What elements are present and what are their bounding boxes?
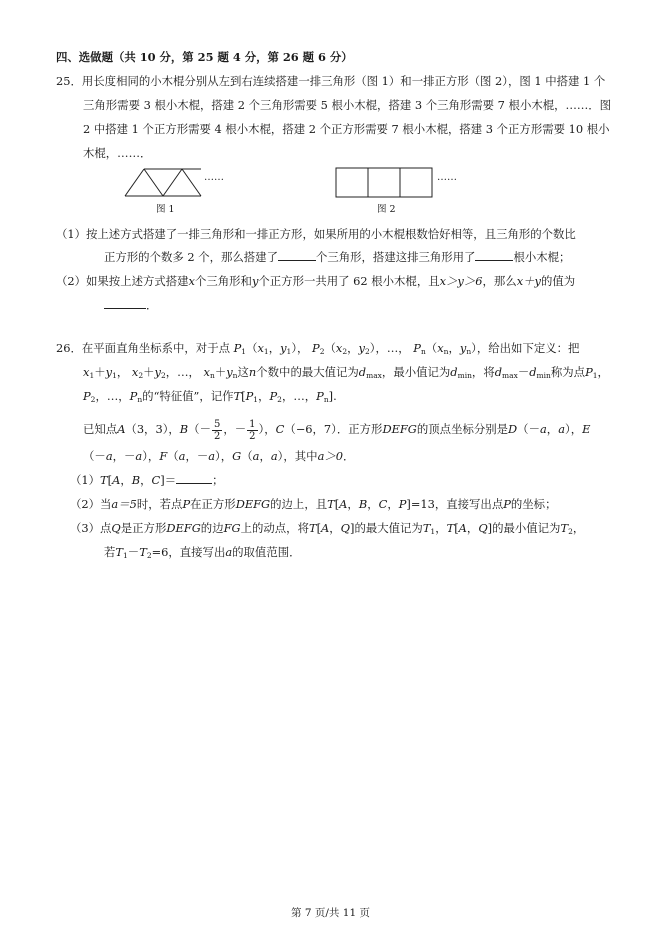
sub-1: 1 (241, 347, 247, 356)
point-P1: P (245, 389, 254, 403)
q25-part2-text-d: ，那么 (482, 274, 517, 288)
point-C: C (378, 497, 388, 511)
q26-line-2 (83, 364, 609, 380)
plus: ＋ (143, 365, 155, 379)
var-T: T (308, 521, 317, 535)
q25-line-2: 三角形需要 3 根小木棍，搭建 2 个三角形需要 5 根小木棍，搭建 3 个三角形需要 7 根小木棍，……．图 (83, 98, 612, 112)
var-d: d (529, 365, 537, 379)
q26-text-2d: ，最小值记为 (381, 365, 451, 379)
minus: － (199, 422, 211, 436)
comma: ， (264, 422, 276, 436)
q25-text-1: 用长度相同的小木棍分别从左到右连续搭建一排三角形（图 1）和一排正方形（图 2），图 1 中搭建 1 个 (81, 74, 606, 88)
ellipsis: … (293, 389, 305, 403)
sub-1: 1 (263, 347, 269, 356)
var-x2: x (335, 341, 343, 355)
paren: （ (83, 449, 95, 463)
sub-n: n (209, 371, 215, 380)
q25-part1-line-2 (104, 249, 570, 265)
point-A: A (321, 521, 330, 535)
q25-part2-text-e: 的值为 (540, 274, 576, 288)
var-y1: y (105, 365, 113, 379)
point-B: B (131, 473, 141, 487)
square-DEFG: DEFG (166, 521, 201, 535)
frac-den: 2 (249, 430, 256, 442)
q26-part3-text-b: 是正方形 (120, 521, 167, 535)
sub-n: n (232, 371, 238, 380)
point-A: A (339, 497, 348, 511)
square-DEFG: DEFG (235, 497, 271, 511)
sub-2: 2 (90, 395, 96, 404)
q26-part2-text-b: 时，若点 (136, 497, 183, 511)
sub-1: 1 (112, 371, 117, 380)
answer-blank-triangles[interactable] (278, 249, 316, 261)
q26-part3-text-f: ]的最小值记为 (487, 521, 561, 535)
comma: ， (118, 389, 130, 403)
comma: ， (268, 341, 281, 355)
q25-part1-line-1: （1）按上述方式搭建了一排三角形和一排正方形，如果所用的小木棍根数恰好相等，且三角形的个数比 (56, 227, 576, 241)
sub-n: n (323, 395, 329, 404)
var-d: d (358, 365, 367, 379)
comma: ， (185, 449, 197, 463)
var-yn: y (226, 365, 233, 379)
q25-part2-line-2 (104, 297, 157, 313)
figure-1-triangles (122, 166, 212, 200)
q25-line-3: 2 中搭建 1 个正方形需要 4 根小木棍，搭建 2 个正方形需要 7 根小木棍，搭建 3 个正方形需要 10 根小 (83, 122, 610, 136)
paren: （ (246, 341, 258, 355)
point-P: P (503, 497, 511, 511)
var-d: d (450, 365, 458, 379)
square-DEFG: DEFG (382, 422, 417, 436)
answer-blank-T-ABC[interactable] (176, 472, 212, 484)
comma: ， (297, 341, 309, 355)
point-C: C (151, 473, 161, 487)
point-G: G (232, 449, 242, 463)
var-xn: x (437, 341, 444, 355)
q26-text-3a: 的“特征值”，记作 (142, 389, 234, 403)
var-a: a (135, 449, 143, 463)
sub-1: 1 (89, 371, 95, 380)
figure-2-label: 图 2 (377, 204, 396, 215)
plus: ＋ (94, 365, 106, 379)
var-T1: T (115, 545, 124, 559)
sub-2: 2 (160, 371, 166, 380)
point-Pn: P (129, 389, 138, 403)
var-y2: y (358, 341, 365, 355)
q26-text-4b: 的顶点坐标分别是 (416, 422, 509, 436)
point-A-coord: （3，3）， (125, 422, 180, 436)
q25-part1-text-b: 个三角形，搭建这排三角形用了 (315, 250, 476, 264)
sub-2: 2 (319, 347, 325, 356)
q25-part2-text-c: 个正方形一共用了 62 根小木棍，且 (258, 274, 440, 288)
fraction-1-2 (247, 419, 257, 442)
bracket: ] (328, 389, 334, 403)
sub-1: 1 (286, 347, 292, 356)
var-y: y (251, 274, 259, 288)
q26-text-2f: 称为点 (550, 365, 586, 379)
paren: ） (471, 341, 477, 355)
point-B: B (179, 422, 189, 436)
paren: ） (277, 449, 284, 463)
comma: ， (597, 365, 609, 379)
q26-text-2b: 这 (237, 365, 249, 379)
comma: ， (95, 389, 107, 403)
var-T: T (327, 497, 335, 511)
comma: ， (259, 449, 271, 463)
q26-part3-text-g: 若 (104, 545, 116, 559)
condition-a-positive: a＞0 (317, 449, 343, 463)
comma: ， (398, 341, 410, 355)
bracket: [ (241, 389, 246, 403)
answer-blank-sum[interactable] (104, 297, 146, 309)
q25-expression: x＋y (516, 274, 541, 288)
sub-n: n (137, 395, 143, 404)
point-P2: P (83, 389, 91, 403)
section-title: 四、选做题（共 10 分，第 25 题 4 分，第 26 题 6 分） (56, 50, 353, 64)
var-T: T (233, 389, 242, 403)
dot: . (333, 389, 337, 403)
var-a: a (105, 449, 113, 463)
q26-part3-text-c: 的边 (200, 521, 224, 535)
figure-1-label: 图 1 (156, 204, 175, 215)
q25-line-4: 木棍，……． (83, 146, 152, 160)
var-d: d (494, 365, 503, 379)
sub-1: 1 (253, 395, 259, 404)
ellipsis: … (106, 389, 119, 403)
figure-2-ellipsis: …… (437, 172, 457, 183)
minus: － (517, 365, 530, 379)
sub-1: 1 (123, 551, 128, 560)
point-Pn: P (316, 389, 324, 403)
point-Pn: P (413, 341, 421, 355)
paren: ） (369, 341, 376, 355)
part-3-label: （3）点 (70, 521, 112, 535)
q26-part2-text-c: 在正方形 (190, 497, 236, 511)
point-D: D (508, 422, 518, 436)
sub-n: n (420, 347, 426, 356)
point-A: A (112, 473, 121, 487)
sub-max: max (366, 371, 382, 380)
var-y1: y (280, 341, 287, 355)
var-T1: T (422, 521, 431, 535)
point-C-coord: （−6，7）．正方形 (284, 422, 383, 436)
point-F: F (159, 449, 168, 463)
point-Q: Q (340, 521, 351, 535)
sub-2: 2 (342, 347, 348, 356)
frac-den: 2 (213, 430, 221, 442)
point-P: P (398, 497, 407, 511)
comma: ， (116, 365, 129, 379)
comma: ， (140, 473, 152, 487)
q26-text-4a: 已知点 (83, 422, 118, 436)
var-a: a (225, 545, 233, 559)
var-a: a (558, 422, 565, 436)
sub-min: min (457, 371, 472, 380)
q25-part1-text-a: 正方形的个数多 2 个，那么搭建了 (104, 250, 278, 264)
sub-2: 2 (568, 527, 573, 536)
comma: ， (281, 389, 294, 403)
sub-1: 1 (592, 371, 598, 380)
comma: ， (120, 473, 132, 487)
equals: ＝ (164, 473, 177, 487)
point-E: E (582, 422, 591, 436)
sub-2: 2 (364, 347, 370, 356)
paren: ） (258, 422, 265, 436)
sub-max: max (502, 371, 518, 380)
comma: ， (188, 365, 200, 379)
point-P: P (182, 497, 191, 511)
point-P1: P (585, 365, 593, 379)
comma: ， (258, 389, 270, 403)
semicolon: ； (212, 473, 224, 487)
q26-part3-text-d: 上的动点，将 (240, 521, 309, 535)
q26-line-5 (83, 448, 354, 464)
comma: ， (112, 449, 125, 463)
var-x1: x (83, 365, 90, 379)
sub-min: min (536, 371, 551, 380)
q26-part2-end: 的坐标； (510, 497, 557, 511)
comma: ， (448, 341, 460, 355)
fraction-5-2 (212, 419, 222, 442)
q26-part2-text-d: 的边上，且 (270, 497, 328, 511)
part-2-label: （2）当 (70, 497, 112, 511)
q25-line-1 (56, 73, 605, 89)
comma: ， (367, 497, 379, 511)
condition-a-5: a＝5 (111, 497, 137, 511)
sub-1: 1 (430, 527, 436, 536)
paren: ） (215, 449, 221, 463)
comma: ， (329, 521, 341, 535)
q26-part3-text-i: 的取值范围． (232, 545, 301, 559)
q25-part1-text-c: 根小木棍； (513, 250, 571, 264)
comma: ， (572, 521, 585, 535)
comma: ， (347, 497, 359, 511)
sub-2: 2 (138, 371, 144, 380)
q26-number: 26． (56, 341, 82, 355)
q26-part2 (70, 496, 556, 512)
comma: ， (435, 521, 447, 535)
comma: ， (220, 449, 233, 463)
minus: － (127, 545, 140, 559)
comma: ， (223, 422, 235, 436)
q26-text-2e: ，将 (471, 365, 495, 379)
period: ． (343, 449, 355, 463)
paren: ） (564, 422, 571, 436)
var-a: a (208, 449, 216, 463)
paren: （ (517, 422, 529, 436)
sub-n: n (466, 347, 472, 356)
comma: ， (466, 521, 479, 535)
q26-part3-text-h: =6，直接写出 (151, 545, 226, 559)
q25-part2-line-1 (56, 273, 575, 289)
var-a: a (252, 449, 260, 463)
q26-text-1e: ，给出如下定义：把 (476, 341, 580, 355)
comma: ， (375, 341, 387, 355)
point-A: A (458, 521, 467, 535)
var-yn: y (459, 341, 467, 355)
var-a: a (539, 422, 547, 436)
point-P2: P (269, 389, 278, 403)
paren: ） (291, 341, 298, 355)
q26-part3-text-e: ]的最大值记为 (350, 521, 423, 535)
var-x: x (188, 274, 195, 288)
paren: ） (142, 449, 148, 463)
sub-2: 2 (146, 551, 152, 560)
sub-2: 2 (277, 395, 282, 404)
minus: － (528, 422, 540, 436)
point-P2: P (312, 341, 320, 355)
q26-part3-line-2 (104, 544, 301, 560)
point-A: A (117, 422, 126, 436)
minus: － (124, 449, 136, 463)
comma: ， (165, 365, 178, 379)
var-a: a (178, 449, 186, 463)
comma: ， (347, 341, 359, 355)
point-P1: P (233, 341, 242, 355)
bracket: ] (160, 473, 165, 487)
paren: （ (324, 341, 336, 355)
point-Q: Q (478, 521, 488, 535)
point-B: B (358, 497, 368, 511)
answer-blank-sticks[interactable] (475, 249, 513, 261)
q25-part2-end: ． (146, 298, 158, 312)
q26-part3-line-1 (70, 520, 584, 536)
var-a: a (270, 449, 278, 463)
paren: （ (241, 449, 253, 463)
point-Q: Q (111, 521, 121, 535)
paren: （ (188, 422, 200, 436)
edge-FG: FG (223, 521, 241, 535)
var-T2: T (139, 545, 147, 559)
bracket: [ (107, 473, 113, 487)
figure-2-squares (335, 166, 439, 200)
plus: ＋ (214, 365, 227, 379)
q25-part2-text-a: （2）如果按上述方式搭建 (56, 274, 189, 288)
q26-part1 (70, 472, 224, 488)
bracket: [ (316, 521, 322, 535)
q26-text-5: ，其中 (283, 449, 318, 463)
page-footer: 第 7 页/共 11 页 (291, 907, 370, 919)
part-1-label: （1） (70, 473, 101, 487)
comma: ， (570, 422, 583, 436)
figure-1-ellipsis: …… (204, 172, 224, 183)
paren: （ (425, 341, 438, 355)
var-n: n (248, 365, 257, 379)
var-y2: y (154, 365, 161, 379)
q26-text-1: 在平面直角坐标系中，对于点 (81, 341, 230, 355)
q26-line-1 (56, 340, 579, 356)
point-C: C (275, 422, 285, 436)
q25-part2-text-b: 个三角形和 (194, 274, 252, 288)
ellipsis: … (177, 365, 189, 379)
minus: － (196, 449, 209, 463)
bracket: [ (334, 497, 340, 511)
minus: － (94, 449, 106, 463)
frac-num: 1 (249, 418, 256, 430)
minus: － (234, 422, 247, 436)
q26-text-2c: 个数中的最大值记为 (256, 365, 359, 379)
q25-number: 25． (56, 74, 82, 88)
q26-part2-eq: ]=13，直接写出点 (406, 497, 504, 511)
q25-condition: x＞y＞6 (439, 274, 483, 288)
comma: ， (546, 422, 559, 436)
comma: ， (147, 449, 160, 463)
sub-n: n (443, 347, 449, 356)
bracket: [ (454, 521, 459, 535)
comma: ， (304, 389, 317, 403)
var-xn: x (203, 365, 210, 379)
var-x1: x (257, 341, 264, 355)
paren: （ (167, 449, 179, 463)
frac-num: 5 (213, 418, 221, 430)
comma: ， (387, 497, 399, 511)
q26-line-3 (83, 388, 337, 404)
ellipsis: … (386, 341, 399, 355)
q26-line-4 (83, 418, 590, 442)
var-T2: T (560, 521, 569, 535)
var-T: T (446, 521, 455, 535)
var-x2: x (131, 365, 139, 379)
var-T: T (100, 473, 108, 487)
